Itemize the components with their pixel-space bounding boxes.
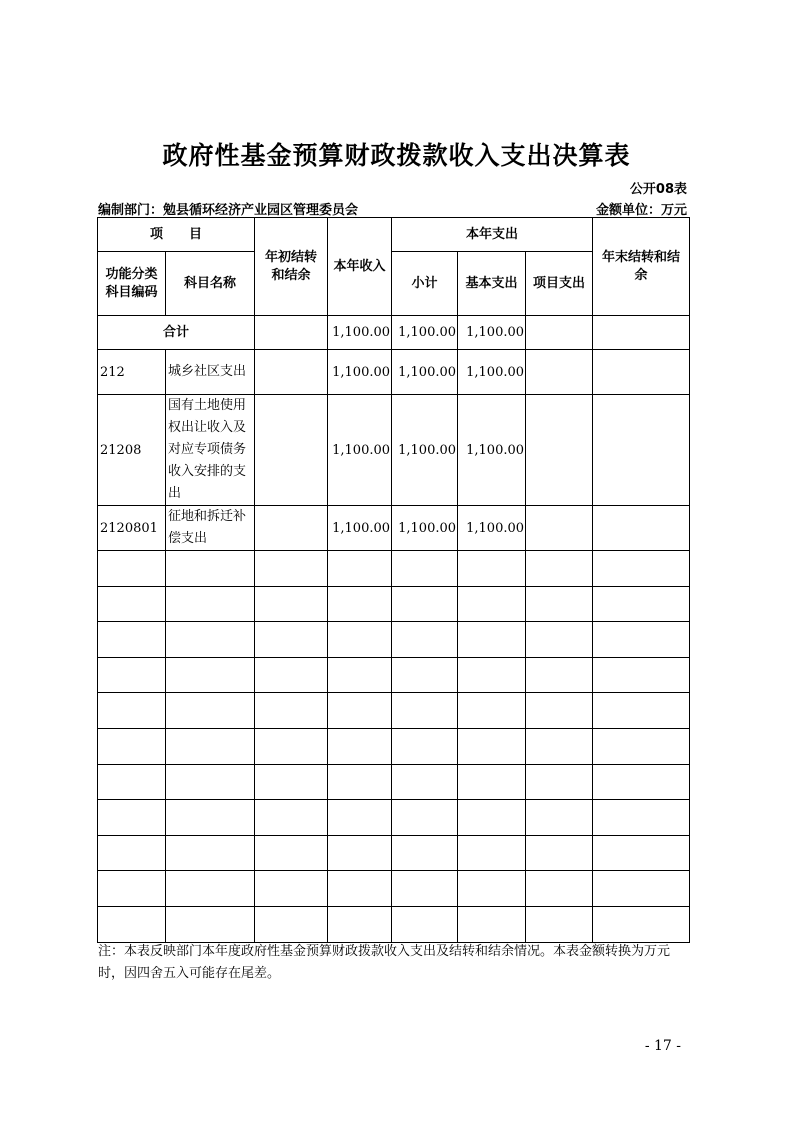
empty-cell [593,657,690,693]
empty-row [98,835,690,871]
empty-cell [328,835,392,871]
empty-row [98,800,690,836]
table-code: 公开08表 [629,182,687,197]
empty-cell [255,835,328,871]
empty-cell [166,728,255,764]
empty-cell [392,871,458,907]
empty-cell [593,693,690,729]
total-row [98,316,690,350]
empty-cell [526,622,593,658]
empty-cell [98,586,166,622]
row-code: 21208 [98,395,166,506]
row-project [526,395,593,506]
header-subject-name: 科目名称 [166,252,255,316]
empty-row [98,871,690,907]
row-end [593,506,690,551]
empty-row [98,622,690,658]
table-row [98,395,690,506]
header-project: 项目支出 [526,252,593,316]
empty-cell [328,764,392,800]
empty-cell [392,764,458,800]
empty-cell [255,800,328,836]
empty-cell [328,906,392,942]
empty-cell [458,764,526,800]
empty-cell [166,871,255,907]
empty-cell [593,551,690,587]
empty-cell [255,693,328,729]
row-income: 1,100.00 [328,506,392,551]
empty-cell [526,800,593,836]
row-name: 征地和拆迁补偿支出 [166,506,255,551]
empty-cell [328,657,392,693]
empty-cell [392,728,458,764]
empty-cell [328,800,392,836]
empty-cell [458,657,526,693]
empty-cell [255,622,328,658]
empty-cell [166,906,255,942]
empty-cell [458,906,526,942]
empty-cell [392,835,458,871]
total-begin [255,316,328,350]
empty-row [98,693,690,729]
row-name: 城乡社区支出 [166,350,255,395]
empty-cell [593,800,690,836]
empty-cell [255,586,328,622]
row-project [526,506,593,551]
empty-cell [593,622,690,658]
empty-cell [526,728,593,764]
unit-label: 金额单位：万元 [595,203,687,218]
empty-cell [98,657,166,693]
empty-cell [392,800,458,836]
row-code: 2120801 [98,506,166,551]
empty-cell [166,586,255,622]
row-end [593,350,690,395]
empty-cell [98,906,166,942]
empty-cell [392,551,458,587]
empty-cell [328,551,392,587]
empty-cell [526,551,593,587]
empty-cell [458,800,526,836]
empty-cell [98,728,166,764]
header-expenditure: 本年支出 [392,218,593,252]
row-basic: 1,100.00 [458,506,526,551]
empty-cell [255,728,328,764]
total-subtotal: 1,100.00 [392,316,458,350]
empty-cell [328,871,392,907]
empty-cell [255,551,328,587]
empty-cell [392,657,458,693]
row-begin [255,395,328,506]
header-begin-balance: 年初结转和结余 [255,218,328,316]
row-code: 212 [98,350,166,395]
header-subtotal: 小计 [392,252,458,316]
empty-cell [98,835,166,871]
header-end-balance: 年末结转和结余 [593,218,690,316]
row-name: 国有土地使用权出让收入及对应专项债务收入安排的支出 [166,395,255,506]
footnote: 注：本表反映部门本年度政府性基金预算财政拨款收入支出及结转和结余情况。本表金额转换为万元时，因四舍五入可能存在尾差。 [98,944,671,981]
row-begin [255,506,328,551]
empty-cell [98,622,166,658]
empty-cell [255,906,328,942]
empty-cell [392,586,458,622]
total-project [526,316,593,350]
empty-cell [98,551,166,587]
budget-table [97,217,690,943]
empty-cell [392,906,458,942]
empty-cell [458,551,526,587]
empty-cell [458,586,526,622]
table-row [98,350,690,395]
empty-cell [98,764,166,800]
empty-cell [166,835,255,871]
empty-cell [458,835,526,871]
empty-cell [166,693,255,729]
empty-cell [458,728,526,764]
empty-cell [328,728,392,764]
empty-row [98,551,690,587]
table-row [98,506,690,551]
page-number: - 17 - [644,1038,681,1054]
empty-cell [593,835,690,871]
empty-cell [98,800,166,836]
total-label: 合计 [98,316,255,350]
row-income: 1,100.00 [328,350,392,395]
header-basic: 基本支出 [458,252,526,316]
empty-cell [526,871,593,907]
row-basic: 1,100.00 [458,350,526,395]
total-basic: 1,100.00 [458,316,526,350]
empty-row [98,728,690,764]
empty-cell [328,693,392,729]
empty-cell [458,693,526,729]
header-item: 项 目 [98,218,255,252]
row-begin [255,350,328,395]
empty-cell [458,871,526,907]
empty-cell [526,906,593,942]
empty-cell [255,657,328,693]
department-label: 编制部门：勉县循环经济产业园区管理委员会 [98,203,359,218]
empty-cell [166,764,255,800]
empty-cell [593,871,690,907]
empty-cell [392,693,458,729]
row-project [526,350,593,395]
row-subtotal: 1,100.00 [392,506,458,551]
empty-cell [526,657,593,693]
empty-cell [166,551,255,587]
empty-cell [593,906,690,942]
empty-cell [526,693,593,729]
empty-cell [593,764,690,800]
empty-cell [328,586,392,622]
total-end [593,316,690,350]
empty-cell [593,586,690,622]
empty-cell [166,622,255,658]
empty-cell [526,835,593,871]
total-income: 1,100.00 [328,316,392,350]
empty-row [98,906,690,942]
page-title: 政府性基金预算财政拨款收入支出决算表 [162,141,631,170]
row-basic: 1,100.00 [458,395,526,506]
empty-row [98,657,690,693]
empty-cell [255,764,328,800]
empty-cell [328,622,392,658]
header-func-code: 功能分类科目编码 [98,252,166,316]
empty-cell [98,871,166,907]
row-subtotal: 1,100.00 [392,395,458,506]
row-subtotal: 1,100.00 [392,350,458,395]
empty-cell [392,622,458,658]
empty-cell [166,657,255,693]
empty-row [98,586,690,622]
header-income: 本年收入 [328,218,392,316]
empty-row [98,764,690,800]
empty-cell [526,764,593,800]
empty-cell [166,800,255,836]
row-income: 1,100.00 [328,395,392,506]
empty-cell [255,871,328,907]
row-end [593,395,690,506]
empty-cell [98,693,166,729]
empty-cell [593,728,690,764]
empty-cell [526,586,593,622]
empty-cell [458,622,526,658]
